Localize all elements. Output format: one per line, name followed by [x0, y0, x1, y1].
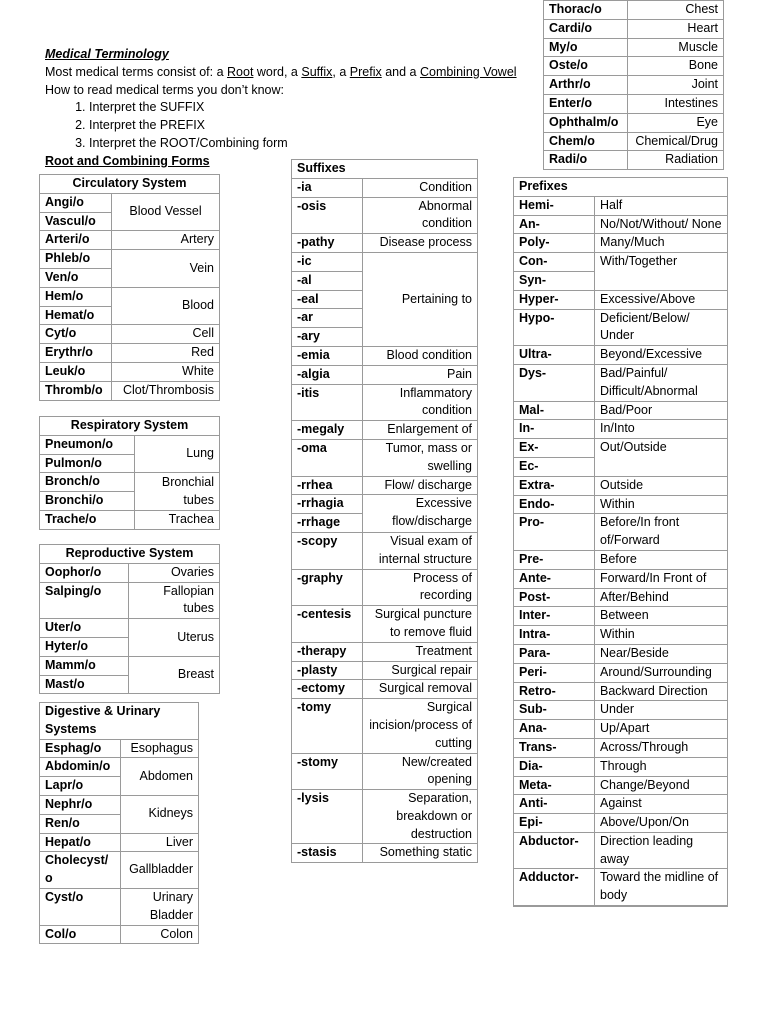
suffix-meaning: Something static: [363, 844, 478, 863]
prefix-meaning: Before: [595, 550, 728, 569]
root-meaning: Blood Vessel: [112, 193, 220, 231]
root-term: Thromb/o: [40, 381, 112, 400]
prefix-term: Ec-: [514, 457, 595, 476]
root-meaning: Bone: [628, 57, 724, 76]
prefix-term: Mal-: [514, 401, 595, 420]
root-term: Col/o: [40, 925, 121, 944]
table-row: [544, 76, 724, 95]
suffix-meaning: Flow/ discharge: [363, 476, 478, 495]
root-term: Enter/o: [544, 94, 628, 113]
prefix-meaning: No/Not/Without/ None: [595, 215, 728, 234]
table-row: [544, 94, 724, 113]
suffix-term: -centesis: [292, 606, 363, 643]
digestive-table: [39, 702, 199, 944]
suffix-meaning: New/created opening: [363, 753, 478, 790]
table-title: Circulatory System: [40, 175, 220, 194]
table-row: [544, 57, 724, 76]
table-row: [544, 151, 724, 170]
prefix-term: Para-: [514, 644, 595, 663]
root-term: Cyt/o: [40, 325, 112, 344]
prefix-term: Intra-: [514, 626, 595, 645]
root-term: Pneumon/o: [40, 435, 135, 454]
prefix-meaning: Outside: [595, 476, 728, 495]
suffix-term: -eal: [292, 290, 363, 309]
top-roots-table: [543, 0, 724, 170]
prefix-meaning: Against: [595, 795, 728, 814]
step-item: 1. Interpret the SUFFIX: [89, 99, 525, 117]
table-title: Reproductive System: [40, 545, 220, 564]
reproductive-table: [39, 544, 220, 694]
suffix-term: -emia: [292, 346, 363, 365]
prefix-meaning: Across/Through: [595, 738, 728, 757]
prefix-meaning: Excessive/Above: [595, 290, 728, 309]
prefixes-table: [513, 177, 728, 907]
root-meaning: Breast: [129, 656, 220, 694]
table-row: [544, 19, 724, 38]
root-meaning: Intestines: [628, 94, 724, 113]
root-meaning: Lung: [135, 435, 220, 473]
root-term: Hepat/o: [40, 833, 121, 852]
suffix-term: -rrhea: [292, 476, 363, 495]
root-meaning: Liver: [121, 833, 199, 852]
prefix-term: Hyper-: [514, 290, 595, 309]
root-term: Leuk/o: [40, 362, 112, 381]
suffix-term: -lysis: [292, 790, 363, 844]
suffix-meaning: Enlargement of: [363, 421, 478, 440]
suffix-meaning: Disease process: [363, 234, 478, 253]
root-meaning: White: [112, 362, 220, 381]
suffix-term: -stomy: [292, 753, 363, 790]
prefix-term: Ultra-: [514, 346, 595, 365]
prefix-meaning: Toward the midline of body: [595, 869, 728, 906]
root-meaning: Blood: [112, 287, 220, 325]
suffix-term: -osis: [292, 197, 363, 234]
suffix-term: -ectomy: [292, 680, 363, 699]
root-term: Esphag/o: [40, 739, 121, 758]
prefix-meaning: Under: [595, 701, 728, 720]
suffix-meaning: Surgical puncture to remove fluid: [363, 606, 478, 643]
root-term: Angi/o: [40, 193, 112, 212]
prefix-term: Pre-: [514, 550, 595, 569]
prefix-term: [514, 906, 595, 907]
suffix-meaning: Surgical removal: [363, 680, 478, 699]
root-term: Hemat/o: [40, 306, 112, 325]
table-title: Digestive & Urinary Systems: [40, 703, 199, 740]
suffix-term: -itis: [292, 384, 363, 421]
prefix-meaning: Within: [595, 626, 728, 645]
prefix-term: Con-: [514, 253, 595, 272]
suffix-term: -al: [292, 271, 363, 290]
suffix-meaning: Condition: [363, 178, 478, 197]
root-term: Radi/o: [544, 151, 628, 170]
step-item: 2. Interpret the PREFIX: [89, 117, 525, 135]
root-term: Erythr/o: [40, 344, 112, 363]
suffix-meaning: Pertaining to: [363, 252, 478, 346]
prefix-meaning: Near/Beside: [595, 644, 728, 663]
intro-line-1: Most medical terms consist of: a Root word, a Suffix, a Prefix and a Combining Vowel: [45, 64, 517, 79]
suffix-meaning: Inflammatory condition: [363, 384, 478, 421]
root-meaning: Colon: [121, 925, 199, 944]
suffix-meaning: Tumor, mass or swelling: [363, 439, 478, 476]
root-term: Arteri/o: [40, 231, 112, 250]
suffix-term: -ar: [292, 309, 363, 328]
root-meaning: Radiation: [628, 151, 724, 170]
suffix-meaning: Abnormal condition: [363, 197, 478, 234]
root-term: Thorac/o: [544, 1, 628, 20]
suffix-meaning: Pain: [363, 365, 478, 384]
suffix-term: -megaly: [292, 421, 363, 440]
step-item: 3. Interpret the ROOT/Combining form: [89, 135, 525, 153]
prefix-term: Ante-: [514, 569, 595, 588]
prefix-term: Inter-: [514, 607, 595, 626]
prefix-meaning: Above/Upon/On: [595, 814, 728, 833]
root-meaning: Urinary Bladder: [121, 888, 199, 925]
prefix-meaning: Half: [595, 196, 728, 215]
prefix-term: Poly-: [514, 234, 595, 253]
root-meaning: Bronchial tubes: [135, 473, 220, 511]
suffix-meaning: Treatment: [363, 642, 478, 661]
root-term: Abdomin/o: [40, 758, 121, 777]
suffix-meaning: Blood condition: [363, 346, 478, 365]
table-title: Prefixes: [514, 178, 728, 197]
prefix-term: Epi-: [514, 814, 595, 833]
prefix-meaning: With/Together: [595, 253, 728, 291]
prefix-meaning: Before/In front of/Forward: [595, 514, 728, 551]
prefix-term: In-: [514, 420, 595, 439]
root-meaning: Heart: [628, 19, 724, 38]
root-meaning: Esophagus: [121, 739, 199, 758]
table-title: Respiratory System: [40, 417, 220, 436]
root-term: Bronchi/o: [40, 492, 135, 511]
prefix-meaning: Change/Beyond: [595, 776, 728, 795]
prefix-meaning: Bad/Poor: [595, 401, 728, 420]
prefix-term: Ana-: [514, 720, 595, 739]
prefix-meaning: Many/Much: [595, 234, 728, 253]
suffix-term: -pathy: [292, 234, 363, 253]
intro-block: [45, 46, 525, 171]
prefix-term: Pro-: [514, 514, 595, 551]
root-meaning: Artery: [112, 231, 220, 250]
prefix-meaning: Out/Outside: [595, 439, 728, 477]
table-row: [544, 1, 724, 20]
prefix-term: Retro-: [514, 682, 595, 701]
suffix-term: -ic: [292, 252, 363, 271]
suffix-term: -tomy: [292, 699, 363, 753]
prefix-meaning: Bad/Painful/ Difficult/Abnormal: [595, 364, 728, 401]
suffix-term: -graphy: [292, 569, 363, 606]
prefix-meaning: Around/Surrounding: [595, 663, 728, 682]
suffix-term: -rrhagia: [292, 495, 363, 514]
root-meaning: Cell: [112, 325, 220, 344]
root-term: Hyter/o: [40, 637, 129, 656]
suffix-term: -oma: [292, 439, 363, 476]
table-row: [544, 132, 724, 151]
suffix-meaning: Process of recording: [363, 569, 478, 606]
root-term: My/o: [544, 38, 628, 57]
root-term: Pulmon/o: [40, 454, 135, 473]
prefix-term: Adductor-: [514, 869, 595, 906]
suffix-term: -ia: [292, 178, 363, 197]
table-row: [544, 38, 724, 57]
suffix-meaning: Visual exam of internal structure: [363, 532, 478, 569]
suffix-term: -stasis: [292, 844, 363, 863]
root-term: Vascul/o: [40, 212, 112, 231]
root-meaning: Kidneys: [121, 795, 199, 833]
root-meaning: Abdomen: [121, 758, 199, 796]
root-meaning: Clot/Thrombosis: [112, 381, 220, 400]
table-title: Suffixes: [292, 160, 478, 179]
root-term: Ren/o: [40, 814, 121, 833]
table-row: [544, 113, 724, 132]
root-term: Chem/o: [544, 132, 628, 151]
suffix-term: -rrhage: [292, 514, 363, 533]
prefix-term: Abductor-: [514, 832, 595, 869]
prefix-meaning: Backward Direction: [595, 682, 728, 701]
prefix-term: Endo-: [514, 495, 595, 514]
root-meaning: Chest: [628, 1, 724, 20]
page-title: Medical Terminology: [45, 47, 169, 61]
prefix-term: Post-: [514, 588, 595, 607]
root-term: Trache/o: [40, 510, 135, 529]
prefix-term: Hemi-: [514, 196, 595, 215]
root-term: Cardi/o: [544, 19, 628, 38]
root-term: Ophthalm/o: [544, 113, 628, 132]
prefix-meaning: Deficient/Below/ Under: [595, 309, 728, 346]
prefix-term: An-: [514, 215, 595, 234]
root-term: Phleb/o: [40, 250, 112, 269]
root-term: Oophor/o: [40, 563, 129, 582]
root-meaning: Eye: [628, 113, 724, 132]
suffix-term: -algia: [292, 365, 363, 384]
suffix-meaning: Surgical repair: [363, 661, 478, 680]
root-meaning: Red: [112, 344, 220, 363]
root-meaning: Trachea: [135, 510, 220, 529]
root-term: Cyst/o: [40, 888, 121, 925]
prefix-term: Peri-: [514, 663, 595, 682]
prefix-term: Meta-: [514, 776, 595, 795]
root-term: Uter/o: [40, 619, 129, 638]
root-meaning: Gallbladder: [121, 852, 199, 889]
prefix-meaning: After/Behind: [595, 588, 728, 607]
root-term: Mamm/o: [40, 656, 129, 675]
intro-line-2: How to read medical terms you don’t know:: [45, 82, 284, 97]
circulatory-table: [39, 174, 220, 401]
root-term: Salping/o: [40, 582, 129, 619]
respiratory-table: [39, 416, 220, 530]
steps-list: [45, 99, 525, 152]
root-term: Bronch/o: [40, 473, 135, 492]
prefix-meaning: Through: [595, 757, 728, 776]
root-meaning: Vein: [112, 250, 220, 288]
suffix-term: -therapy: [292, 642, 363, 661]
prefix-term: Sub-: [514, 701, 595, 720]
root-term: Lapr/o: [40, 777, 121, 796]
prefix-term: Extra-: [514, 476, 595, 495]
root-term: Mast/o: [40, 675, 129, 694]
suffix-meaning: Excessive flow/discharge: [363, 495, 478, 533]
prefix-term: Dys-: [514, 364, 595, 401]
root-meaning: Chemical/Drug: [628, 132, 724, 151]
suffix-term: -ary: [292, 328, 363, 347]
prefix-term: Anti-: [514, 795, 595, 814]
suffix-term: -plasty: [292, 661, 363, 680]
root-term: Oste/o: [544, 57, 628, 76]
prefix-term: Ex-: [514, 439, 595, 458]
prefix-meaning: Between: [595, 607, 728, 626]
root-term: Ven/o: [40, 268, 112, 287]
root-term: Cholecyst/ o: [40, 852, 121, 889]
root-meaning: Muscle: [628, 38, 724, 57]
suffix-meaning: Separation, breakdown or destruction: [363, 790, 478, 844]
prefix-meaning: Within: [595, 495, 728, 514]
prefix-term: Hypo-: [514, 309, 595, 346]
root-term: Arthr/o: [544, 76, 628, 95]
prefix-meaning: Forward/In Front of: [595, 569, 728, 588]
prefix-term: Syn-: [514, 271, 595, 290]
prefix-meaning: Beyond/Excessive: [595, 346, 728, 365]
prefix-meaning: [595, 906, 728, 907]
prefix-meaning: In/Into: [595, 420, 728, 439]
prefix-meaning: Up/Apart: [595, 720, 728, 739]
prefix-term: Dia-: [514, 757, 595, 776]
root-meaning: Ovaries: [129, 563, 220, 582]
suffixes-table: [291, 159, 478, 863]
root-meaning: Joint: [628, 76, 724, 95]
suffix-term: -scopy: [292, 532, 363, 569]
root-meaning: Uterus: [129, 619, 220, 657]
prefix-meaning: Direction leading away: [595, 832, 728, 869]
section-heading: Root and Combining Forms: [45, 153, 210, 168]
root-meaning: Fallopian tubes: [129, 582, 220, 619]
suffix-meaning: Surgical incision/process of cutting: [363, 699, 478, 753]
prefix-term: Trans-: [514, 738, 595, 757]
root-term: Hem/o: [40, 287, 112, 306]
root-term: Nephr/o: [40, 795, 121, 814]
